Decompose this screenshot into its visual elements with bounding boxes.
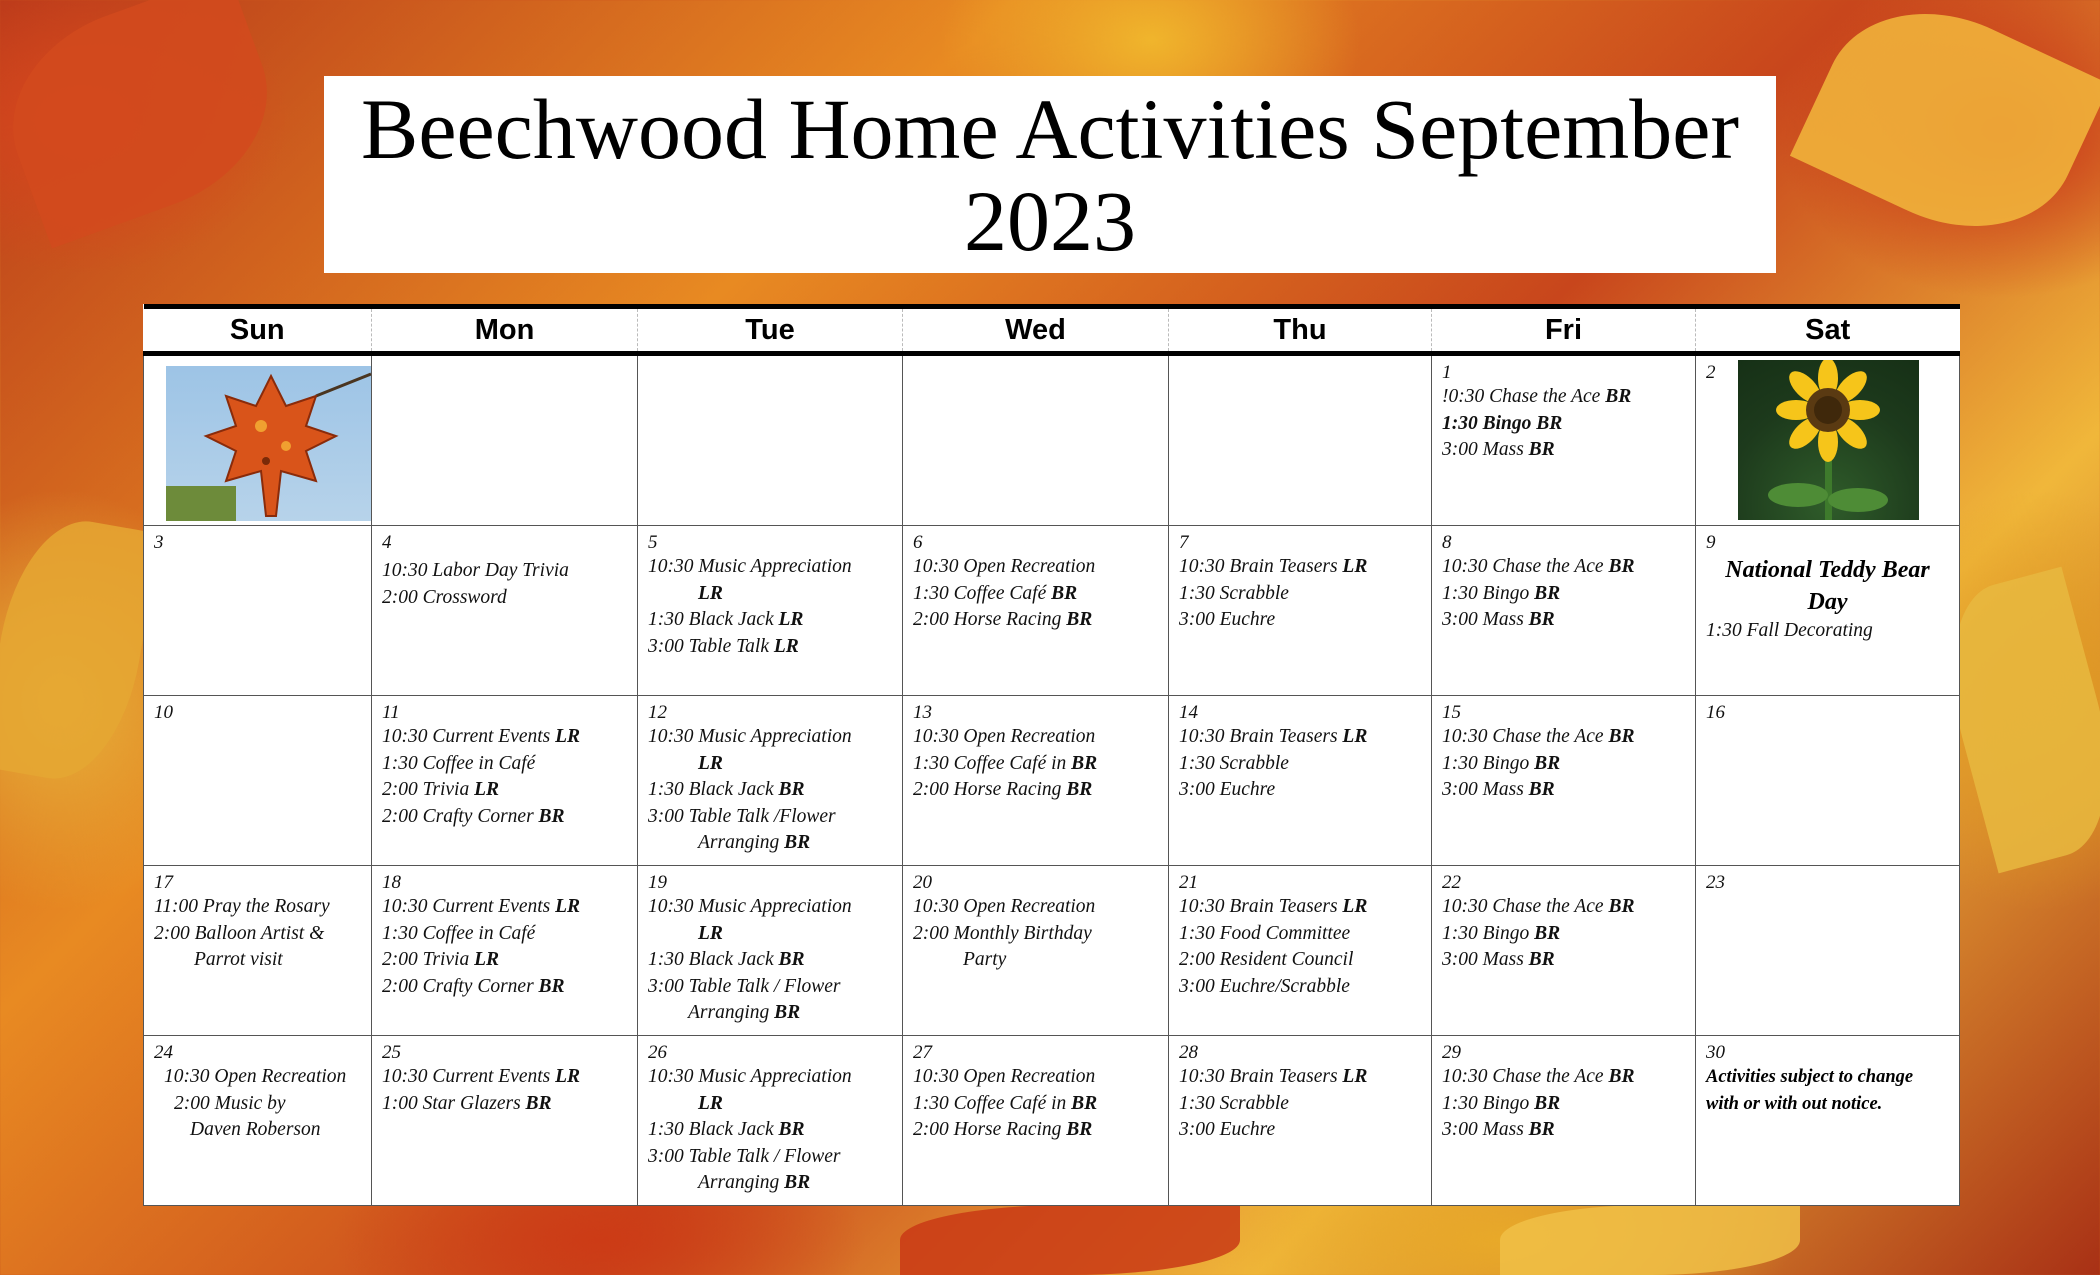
- event-item: 2:00 Balloon Artist &: [154, 922, 325, 944]
- event-item: 3:00 Table Talk /Flower: [648, 805, 836, 827]
- event-item: 10:30 Open Recreation: [913, 726, 1096, 747]
- event-item: 10:30 Open Recreation: [913, 556, 1096, 577]
- event-item: Daven Roberson: [190, 1119, 321, 1140]
- schedule-notice: Activities subject to change with or with out notice.: [1706, 1067, 1914, 1114]
- event-item: 3:00 Table Talk / Flower: [648, 975, 841, 997]
- event-item: 3:00 Euchre/Scrabble: [1179, 975, 1350, 997]
- weekday-label: Mon: [372, 307, 638, 354]
- event-item: 2:00 Music by: [174, 1092, 286, 1114]
- event-item: 11:00 Pray the Rosary: [154, 896, 330, 917]
- event-item: 2:00 Horse Racing BR: [913, 609, 1093, 630]
- event-item: 1:30 Food Committee: [1179, 922, 1351, 944]
- day-cell: [1169, 866, 1432, 1036]
- day-number: 1: [1442, 362, 1452, 383]
- event-location: LR: [698, 1092, 723, 1114]
- day-number: 4: [382, 532, 392, 553]
- event-item: 10:30 Music Appreciation: [648, 556, 852, 577]
- day-cell: [638, 696, 903, 866]
- event-item: 2:00 Crafty Corner BR: [382, 805, 565, 827]
- event-item: 10:30 Current Events LR: [382, 1066, 581, 1087]
- calendar-week: [144, 1036, 1960, 1206]
- day-number: 22: [1442, 872, 1461, 893]
- event-item: 10:30 Chase the Ace BR: [1442, 556, 1635, 577]
- day-number: 21: [1179, 872, 1198, 893]
- maple-leaf-icon: [166, 366, 372, 521]
- event-location: LR: [698, 922, 723, 944]
- sunflower-icon: [1738, 360, 1919, 520]
- day-number: 8: [1442, 532, 1452, 553]
- day-cell-empty: [903, 354, 1169, 526]
- day-cell: [1696, 1036, 1960, 1206]
- event-location: LR: [698, 582, 723, 604]
- event-item: 1:30 Black Jack BR: [648, 1119, 805, 1140]
- day-number: 13: [913, 702, 932, 723]
- event-item: 2:00 Horse Racing BR: [913, 779, 1093, 800]
- day-cell: [1432, 1036, 1696, 1206]
- leaf-decoration: [1790, 0, 2100, 266]
- event-location: LR: [698, 752, 723, 774]
- day-cell: [1696, 354, 1960, 526]
- day-number: 11: [382, 702, 400, 723]
- day-number: 7: [1179, 532, 1189, 553]
- day-number: 26: [648, 1042, 667, 1063]
- event-item: 10:30 Chase the Ace BR: [1442, 726, 1635, 747]
- event-item: 10:30 Open Recreation: [913, 896, 1096, 917]
- event-item: Parrot visit: [194, 949, 283, 970]
- day-number: 19: [648, 872, 667, 893]
- day-cell: [1696, 866, 1960, 1036]
- event-item: 10:30 Brain Teasers LR: [1179, 896, 1368, 917]
- event-item: Party: [963, 949, 1007, 970]
- event-item: Arranging BR: [698, 1172, 811, 1193]
- weekday-label: Thu: [1169, 307, 1432, 354]
- event-item: Arranging BR: [698, 832, 811, 853]
- event-item: 3:00 Mass BR: [1442, 1119, 1555, 1140]
- event-item: 2:00 Trivia LR: [382, 949, 500, 970]
- calendar-week: [144, 354, 1960, 526]
- day-cell: [903, 696, 1169, 866]
- event-item: 1:30 Coffee Café in BR: [913, 752, 1098, 774]
- leaf-decoration: [1500, 1205, 1800, 1275]
- sunflower-image: [1738, 360, 1919, 520]
- day-cell: [372, 866, 638, 1036]
- leaf-decoration: [900, 1205, 1240, 1275]
- event-item: 3:00 Table Talk / Flower: [648, 1145, 841, 1167]
- day-cell: [638, 526, 903, 696]
- page-title: Beechwood Home Activities September 2023: [360, 80, 1740, 269]
- event-item: 1:30 Coffee Café in BR: [913, 1092, 1098, 1114]
- day-number: 18: [382, 872, 401, 893]
- day-cell: [638, 1036, 903, 1206]
- event-item: 1:30 Black Jack LR: [648, 609, 804, 630]
- calendar-week: [144, 526, 1960, 696]
- day-cell: [144, 526, 372, 696]
- day-number: 16: [1706, 702, 1725, 723]
- day-cell: [372, 1036, 638, 1206]
- event-item: 10:30 Brain Teasers LR: [1179, 1066, 1368, 1087]
- event-item: 2:00 Crafty Corner BR: [382, 975, 565, 997]
- event-item: 10:30 Brain Teasers LR: [1179, 726, 1368, 747]
- event-item: 2:00 Monthly Birthday: [913, 922, 1092, 944]
- special-day-title: National Teddy Bear Day: [1725, 557, 1930, 615]
- calendar-week: [144, 696, 1960, 866]
- event-item: 1:30 Bingo BR: [1442, 582, 1561, 604]
- event-item: 1:00 Star Glazers BR: [382, 1092, 552, 1114]
- title-banner: [324, 76, 1776, 273]
- day-number: 9: [1706, 532, 1716, 553]
- event-item: 1:30 Coffee in Café: [382, 922, 536, 944]
- day-number: 12: [648, 702, 667, 723]
- event-item: !0:30 Chase the Ace BR: [1442, 386, 1632, 407]
- event-item: 3:00 Table Talk LR: [648, 635, 799, 657]
- day-cell: [903, 866, 1169, 1036]
- event-item: 3:00 Euchre: [1179, 609, 1276, 630]
- weekday-label: Sun: [144, 307, 372, 354]
- weekday-header: [144, 307, 1960, 354]
- leaf-decoration: [0, 0, 296, 248]
- day-cell: [903, 1036, 1169, 1206]
- event-item: 1:30 Black Jack BR: [648, 949, 805, 970]
- day-cell: [144, 1036, 372, 1206]
- event-item: 10:30 Music Appreciation: [648, 896, 852, 917]
- event-item: 10:30 Chase the Ace BR: [1442, 896, 1635, 917]
- day-cell-empty: [1169, 354, 1432, 526]
- day-cell: [144, 866, 372, 1036]
- day-cell-empty: [372, 354, 638, 526]
- event-item: 1:30 Fall Decorating: [1706, 620, 1873, 641]
- event-item: 10:30 Current Events LR: [382, 896, 581, 917]
- event-item: 3:00 Euchre: [1179, 1119, 1276, 1140]
- event-item: 2:00 Trivia LR: [382, 779, 500, 800]
- day-cell: [1432, 526, 1696, 696]
- maple-leaf-image: [166, 366, 372, 521]
- event-item: 1:30 Bingo BR: [1442, 752, 1561, 774]
- day-number: 23: [1706, 872, 1725, 893]
- event-item: 1:30 Scrabble: [1179, 1092, 1289, 1114]
- day-cell: [372, 526, 638, 696]
- event-item: 1:30 Scrabble: [1179, 752, 1289, 774]
- weekday-label: Fri: [1432, 307, 1696, 354]
- event-item: 2:00 Crossword: [382, 586, 507, 608]
- event-item: 3:00 Mass BR: [1442, 609, 1555, 630]
- event-item: 3:00 Mass BR: [1442, 949, 1555, 970]
- calendar-grid: [143, 304, 1960, 1206]
- event-item: 10:30 Labor Day Trivia: [382, 560, 569, 581]
- day-number: 25: [382, 1042, 401, 1063]
- event-item: 2:00 Horse Racing BR: [913, 1119, 1093, 1140]
- event-item: 10:30 Open Recreation: [913, 1066, 1096, 1087]
- event-item: 10:30 Current Events LR: [382, 726, 581, 747]
- event-item: Arranging BR: [688, 1002, 801, 1023]
- event-item: 10:30 Music Appreciation: [648, 1066, 852, 1087]
- day-cell: [1169, 1036, 1432, 1206]
- day-cell: [1432, 866, 1696, 1036]
- event-item: 10:30 Music Appreciation: [648, 726, 852, 747]
- weekday-label: Sat: [1696, 307, 1960, 354]
- day-cell: [1432, 696, 1696, 866]
- event-item: 10:30 Brain Teasers LR: [1179, 556, 1368, 577]
- day-number: 20: [913, 872, 932, 893]
- day-cell: [1169, 696, 1432, 866]
- event-item: 1:30 Black Jack BR: [648, 779, 805, 800]
- day-number: 3: [154, 532, 164, 553]
- leaf-decoration: [0, 510, 162, 790]
- event-item: 1:30 Coffee Café BR: [913, 582, 1078, 604]
- day-number: 28: [1179, 1042, 1198, 1063]
- day-number: 27: [913, 1042, 932, 1063]
- day-cell: [903, 526, 1169, 696]
- calendar-week: [144, 866, 1960, 1036]
- event-item: 1:30 Coffee in Café: [382, 752, 536, 774]
- event-item: 10:30 Open Recreation: [164, 1066, 347, 1087]
- day-cell: [1432, 354, 1696, 526]
- event-item: 10:30 Chase the Ace BR: [1442, 1066, 1635, 1087]
- day-cell-empty: [638, 354, 903, 526]
- day-number: 6: [913, 532, 923, 553]
- day-number: 10: [154, 702, 173, 723]
- event-item: 1:30 Bingo BR: [1442, 1092, 1561, 1114]
- day-cell: [1169, 526, 1432, 696]
- day-cell-empty: [144, 354, 372, 526]
- event-item: 1:30 Scrabble: [1179, 582, 1289, 604]
- weekday-label: Wed: [903, 307, 1169, 354]
- day-number: 5: [648, 532, 658, 553]
- day-number: 30: [1706, 1042, 1725, 1063]
- day-number: 2: [1706, 362, 1716, 383]
- day-cell: [372, 696, 638, 866]
- event-item: 3:00 Mass BR: [1442, 779, 1555, 800]
- day-number: 24: [154, 1042, 173, 1063]
- day-cell: [638, 866, 903, 1036]
- event-item: 3:00 Mass BR: [1442, 439, 1555, 460]
- day-number: 15: [1442, 702, 1461, 723]
- day-cell: [144, 696, 372, 866]
- event-item: 3:00 Euchre: [1179, 779, 1276, 800]
- day-cell: [1696, 526, 1960, 696]
- day-number: 17: [154, 872, 173, 893]
- event-item: 2:00 Resident Council: [1179, 949, 1354, 970]
- day-number: 14: [1179, 702, 1198, 723]
- day-cell: [1696, 696, 1960, 866]
- event-item: 1:30 Bingo BR: [1442, 412, 1563, 434]
- event-item: 1:30 Bingo BR: [1442, 922, 1561, 944]
- day-number: 29: [1442, 1042, 1461, 1063]
- weekday-label: Tue: [638, 307, 903, 354]
